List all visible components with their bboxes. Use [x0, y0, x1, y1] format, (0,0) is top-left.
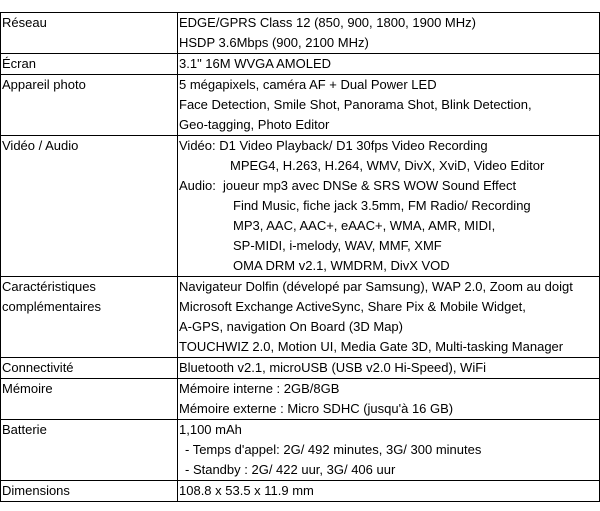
- spec-label: [1, 277, 178, 358]
- value-line: 1,100 mAh: [179, 422, 242, 437]
- value-line: Bluetooth v2.1, microUSB (USB v2.0 Hi-Speed), WiFi: [179, 360, 487, 375]
- value-line: Mémoire interne : 2GB/8GB: [179, 381, 340, 396]
- table-row-appareil-photo: [1, 75, 600, 136]
- value-line: MPEG4, H.263, H.264, WMV, DivX, XviD, Video Editor: [230, 158, 545, 173]
- spec-label: [1, 481, 178, 502]
- label-text: Écran: [2, 56, 36, 71]
- value-line: EDGE/GPRS Class 12 (850, 900, 1800, 1900 MHz): [179, 15, 476, 30]
- spec-label: [1, 136, 178, 277]
- value-line: SP-MIDI, i-melody, WAV, MMF, XMF: [233, 238, 442, 253]
- table-row-batterie: [1, 420, 600, 481]
- spec-label: [1, 420, 178, 481]
- table-row-memoire: [1, 379, 600, 420]
- value-line: TOUCHWIZ 2.0, Motion UI, Media Gate 3D, Multi-tasking Manager: [179, 339, 564, 354]
- label-text: Caractéristiques: [2, 279, 96, 294]
- spec-value: [178, 420, 600, 481]
- value-line: - Standby : 2G/ 422 uur, 3G/ 406 uur: [185, 462, 396, 477]
- label-text: Vidéo / Audio: [2, 138, 79, 153]
- value-line: Geo-tagging, Photo Editor: [179, 117, 330, 132]
- value-line: Face Detection, Smile Shot, Panorama Shot, Blink Detection,: [179, 97, 532, 112]
- table-row-ecran: [1, 54, 600, 75]
- value-line: HSDP 3.6Mbps (900, 2100 MHz): [179, 35, 369, 50]
- spec-label: [1, 358, 178, 379]
- value-line: A-GPS, navigation On Board (3D Map): [179, 319, 403, 334]
- label-text: Réseau: [2, 15, 47, 30]
- label-text: Batterie: [2, 422, 47, 437]
- label-text: complémentaires: [2, 299, 101, 314]
- value-line: OMA DRM v2.1, WMDRM, DivX VOD: [233, 258, 450, 273]
- spec-label: [1, 75, 178, 136]
- value-line: Vidéo: D1 Video Playback/ D1 30fps Video Recording: [179, 138, 488, 153]
- spec-label: [1, 379, 178, 420]
- table-row-dimensions: [1, 481, 600, 502]
- value-line: 3.1" 16M WVGA AMOLED: [179, 56, 332, 71]
- value-line: Navigateur Dolfin (dévelopé par Samsung), WAP 2.0, Zoom au doigt: [179, 279, 573, 294]
- table-row-reseau: [1, 13, 600, 54]
- spec-value: [178, 379, 600, 420]
- specifications-table: [0, 12, 600, 502]
- spec-value: [178, 481, 600, 502]
- value-line: Find Music, fiche jack 3.5mm, FM Radio/ Recording: [233, 198, 531, 213]
- label-text: Appareil photo: [2, 77, 86, 92]
- value-line: 5 mégapixels, caméra AF + Dual Power LED: [179, 77, 437, 92]
- spec-value: [178, 54, 600, 75]
- value-line: Microsoft Exchange ActiveSync, Share Pix & Mobile Widget,: [179, 299, 526, 314]
- spec-value: [178, 358, 600, 379]
- spec-value: [178, 277, 600, 358]
- table-row-video-audio: [1, 136, 600, 277]
- value-line: [179, 176, 599, 196]
- spec-value: [178, 75, 600, 136]
- value-line: MP3, AAC, AAC+, eAAC+, WMA, AMR, MIDI,: [233, 218, 496, 233]
- label-text: Mémoire: [2, 381, 53, 396]
- audio-prefix: Audio:: [179, 178, 216, 193]
- spec-label: [1, 13, 178, 54]
- spec-value: [178, 136, 600, 277]
- spec-value: [178, 13, 600, 54]
- table-row-caracteristiques: [1, 277, 600, 358]
- value-line: - Temps d'appel: 2G/ 492 minutes, 3G/ 300 minutes: [185, 442, 482, 457]
- label-text: Dimensions: [2, 483, 70, 498]
- value-line: 108.8 x 53.5 x 11.9 mm: [179, 483, 314, 498]
- table-row-connectivite: [1, 358, 600, 379]
- spec-label: [1, 54, 178, 75]
- label-text: Connectivité: [2, 360, 74, 375]
- audio-text: joueur mp3 avec DNSe & SRS WOW Sound Effect: [223, 178, 517, 193]
- value-line: Mémoire externe : Micro SDHC (jusqu'à 16 GB): [179, 401, 454, 416]
